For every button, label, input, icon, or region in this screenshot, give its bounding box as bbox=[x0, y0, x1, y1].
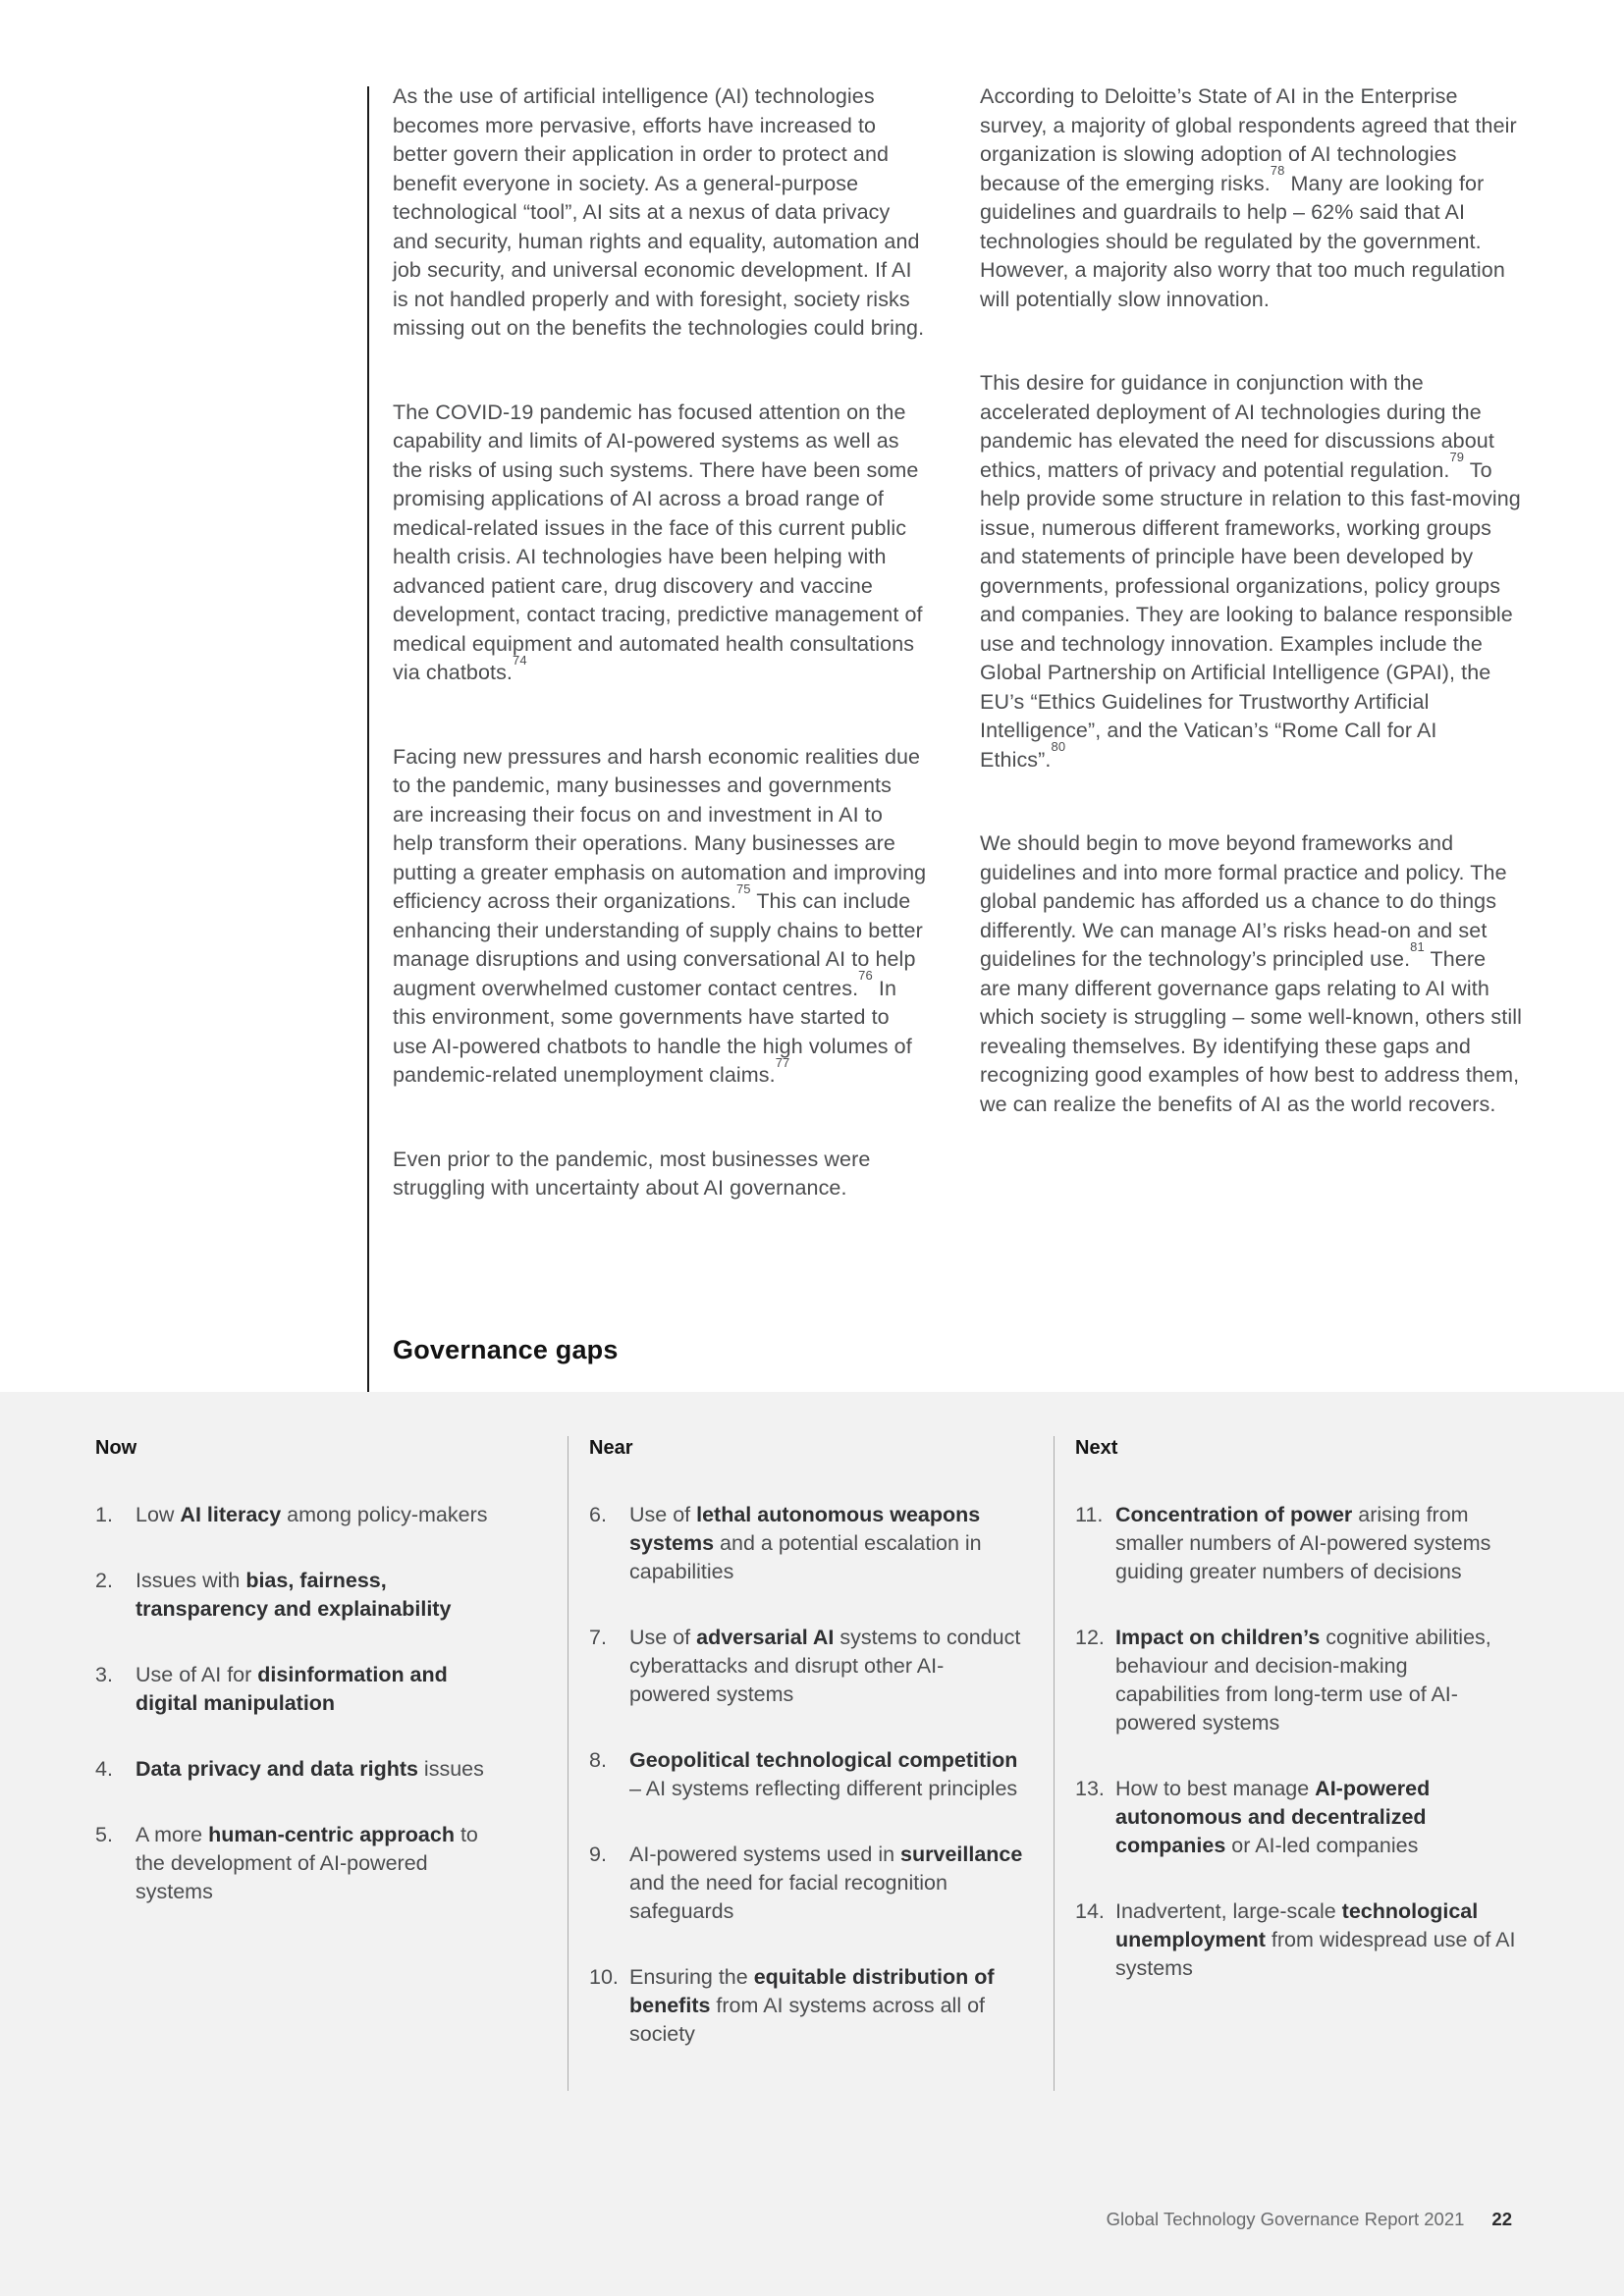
gap-list-item bbox=[1075, 1501, 1517, 1586]
gap-list-item bbox=[95, 1567, 508, 1624]
paragraph: The COVID-19 pandemic has focused attention on the capability and limits of AI-powered systems as well as the risks of using such systems. There have been some promising applications of AI across a broad range of medical-related issues in the face of this current public health crisis. AI technologies have been helping with advanced patient care, drug discovery and vaccine development, contact tracing, predictive management of medical equipment and automated health consultations via chatbots.$^{74}$ bbox=[393, 400, 923, 684]
item-number: 10. bbox=[589, 1965, 619, 1989]
item-emphasis: disinformation and digital manipulation bbox=[135, 1663, 448, 1715]
item-emphasis: lethal autonomous weapons systems bbox=[629, 1503, 981, 1555]
item-text: Use of AI for disinformation and digital manipulation bbox=[135, 1663, 448, 1715]
item-emphasis: Impact on children’s bbox=[1115, 1626, 1321, 1649]
gap-column-header: Now bbox=[95, 1437, 137, 1459]
item-number: 5. bbox=[95, 1823, 113, 1846]
item-emphasis: human-centric approach bbox=[208, 1823, 455, 1846]
item-emphasis: Data privacy and data rights bbox=[135, 1757, 418, 1781]
item-text: Impact on children’s cognitive abilities, behaviour and decision-making capabilities from long-term use of AI-powered systems bbox=[1115, 1626, 1491, 1735]
item-emphasis: AI-powered autonomous and decentralized companies bbox=[1115, 1777, 1431, 1857]
paragraph: As the use of artificial intelligence (AI) technologies becomes more pervasive, efforts have increased to better govern their application in order to protect and benefit everyone in society. As a general-purpose technological “tool”, AI sits at a nexus of data privacy and security, human rights and equality, automation and job security, and universal economic development. If AI is not handled properly and with foresight, society risks missing out on the benefits the technologies could bring. bbox=[393, 84, 925, 340]
item-number: 2. bbox=[95, 1569, 113, 1592]
item-emphasis: Geopolitical technological competition bbox=[629, 1748, 1018, 1772]
paragraph: Even prior to the pandemic, most businesses were struggling with uncertainty about AI governance. bbox=[393, 1147, 871, 1200]
footer-page-number: 22 bbox=[1491, 2209, 1512, 2229]
paragraph: We should begin to move beyond frameworks and guidelines and into more formal practice and policy. The global pandemic has afforded us a chance to do things differently. We can manage AI’s risks head-on and set guidelines for the technology’s principled use.$^{81}$ There are many different governance gaps relating to AI with which society is struggling – some well-known, others still revealing themselves. By identifying these gaps and recognizing good examples of how best to address them, we can realize the benefits of AI as the world recovers. bbox=[980, 831, 1522, 1116]
body-column-left bbox=[393, 82, 928, 1203]
item-text: Inadvertent, large-scale technological unemployment from widespread use of AI systems bbox=[1115, 1899, 1516, 1980]
item-text: Concentration of power arising from smaller numbers of AI-powered systems guiding greater numbers of decisions bbox=[1115, 1503, 1491, 1583]
item-number: 14. bbox=[1075, 1899, 1105, 1923]
gap-list-item bbox=[95, 1501, 508, 1529]
gap-column-header: Next bbox=[1075, 1437, 1118, 1459]
item-text: Ensuring the equitable distribution of benefits from AI systems across all of society bbox=[629, 1965, 995, 2046]
item-text: Geopolitical technological competition – AI systems reflecting different principles bbox=[629, 1748, 1018, 1800]
item-emphasis: AI literacy bbox=[180, 1503, 282, 1526]
item-number: 7. bbox=[589, 1626, 607, 1649]
footer-report-title: Global Technology Governance Report 2021 bbox=[1106, 2209, 1465, 2229]
item-text: AI-powered systems used in surveillance and the need for facial recognition safeguards bbox=[629, 1842, 1023, 1923]
gap-list-item bbox=[1075, 1624, 1517, 1737]
gap-list-item bbox=[95, 1821, 508, 1906]
footnote-ref: 76 bbox=[858, 968, 873, 984]
item-number: 6. bbox=[589, 1503, 607, 1526]
body-column-right bbox=[980, 82, 1522, 1119]
item-emphasis: adversarial AI bbox=[696, 1626, 835, 1649]
paragraph: This desire for guidance in conjunction with the accelerated deployment of AI technologies during the pandemic has elevated the need for discussions about ethics, matters of privacy and potential regulation.$^{79}$ To help provide some structure in relation to this fast-moving issue, numerous different frameworks, working groups and statements of principle have been developed by governments, professional organizations, policy groups and companies. They are looking to balance responsible use and technology innovation. Examples include the Global Partnership on Artificial Intelligence (GPAI), the EU’s “Ethics Guidelines for Trustworthy Artificial Intelligence”, and the Vatican’s “Rome Call for AI Ethics”.$^{80}$ bbox=[980, 371, 1521, 772]
item-text: How to best manage AI-powered autonomous and decentralized companies or AI-led companies bbox=[1115, 1777, 1431, 1857]
item-emphasis: surveillance bbox=[900, 1842, 1023, 1866]
item-number: 12. bbox=[1075, 1626, 1105, 1649]
item-number: 11. bbox=[1075, 1503, 1104, 1526]
footnote-ref: 77 bbox=[775, 1054, 790, 1070]
footnote-ref: 80 bbox=[1051, 739, 1066, 755]
column-divider-2 bbox=[1054, 1436, 1055, 2091]
item-emphasis: bias, fairness, transparency and explainability bbox=[135, 1569, 452, 1621]
gap-column-next bbox=[1075, 1435, 1517, 1983]
item-number: 8. bbox=[589, 1748, 607, 1772]
gap-list-item bbox=[589, 1746, 1023, 1803]
footnote-ref: 78 bbox=[1270, 163, 1285, 179]
footnote-ref: 81 bbox=[1410, 938, 1425, 954]
gap-column-now bbox=[95, 1435, 508, 1906]
gap-list-item bbox=[589, 1501, 1023, 1586]
paragraph: According to Deloitte’s State of AI in the Enterprise survey, a majority of global respondents agreed that their organization is slowing adoption of AI technologies because of the emerging risks.$^{78}$ Many are looking for guidelines and guardrails to help – 62% said that AI technologies should be regulated by the government. However, a majority also worry that too much regulation will potentially slow innovation. bbox=[980, 84, 1517, 311]
item-number: 3. bbox=[95, 1663, 113, 1686]
gap-list-item bbox=[589, 1963, 1023, 2049]
item-emphasis: equitable distribution of benefits bbox=[629, 1965, 995, 2017]
left-vertical-rule bbox=[367, 86, 369, 1392]
item-text: Issues with bias, fairness, transparency and explainability bbox=[135, 1569, 452, 1621]
gap-list-item bbox=[95, 1661, 508, 1718]
item-text: Low AI literacy among policy-makers bbox=[135, 1503, 488, 1526]
footnote-ref: 79 bbox=[1449, 450, 1465, 465]
footnote-ref: 75 bbox=[735, 881, 751, 896]
gap-list-item bbox=[1075, 1897, 1517, 1983]
item-number: 4. bbox=[95, 1757, 113, 1781]
item-text: A more human-centric approach to the development of AI-powered systems bbox=[135, 1823, 478, 1903]
item-number: 13. bbox=[1075, 1777, 1105, 1800]
gap-list-item bbox=[589, 1624, 1023, 1709]
gap-list-item bbox=[95, 1755, 508, 1784]
item-text: Use of lethal autonomous weapons systems and a potential escalation in capabilities bbox=[629, 1503, 982, 1583]
gap-column-near bbox=[589, 1435, 1023, 2049]
item-text: Data privacy and data rights issues bbox=[135, 1757, 484, 1781]
gap-list-item bbox=[1075, 1775, 1517, 1860]
item-number: 9. bbox=[589, 1842, 607, 1866]
gap-list-item bbox=[589, 1841, 1023, 1926]
gap-column-header: Near bbox=[589, 1437, 633, 1459]
item-number: 1. bbox=[95, 1503, 113, 1526]
page-footer bbox=[1107, 2208, 1512, 2231]
item-text: Use of adversarial AI systems to conduct cyberattacks and disrupt other AI-powered systems bbox=[629, 1626, 1021, 1706]
footnote-ref: 74 bbox=[513, 652, 527, 667]
item-emphasis: technological unemployment bbox=[1115, 1899, 1479, 1951]
item-emphasis: Concentration of power bbox=[1115, 1503, 1353, 1526]
paragraph: Facing new pressures and harsh economic realities due to the pandemic, many businesses and governments are increasing their focus on and investment in AI to help transform their operations. Many businesses are putting a greater emphasis on automation and improving efficiency across their organizations.$^{75}$ This can include enhancing their understanding of supply chains to better manage disruptions and using conversational AI to help augment overwhelmed customer contact centres.$^{76}$ In this environment, some governments have started to use AI-powered chatbots to handle the high volumes of pandemic-related unemployment claims.$^{77}$ bbox=[393, 744, 927, 1087]
section-heading: Governance gaps bbox=[393, 1335, 619, 1364]
